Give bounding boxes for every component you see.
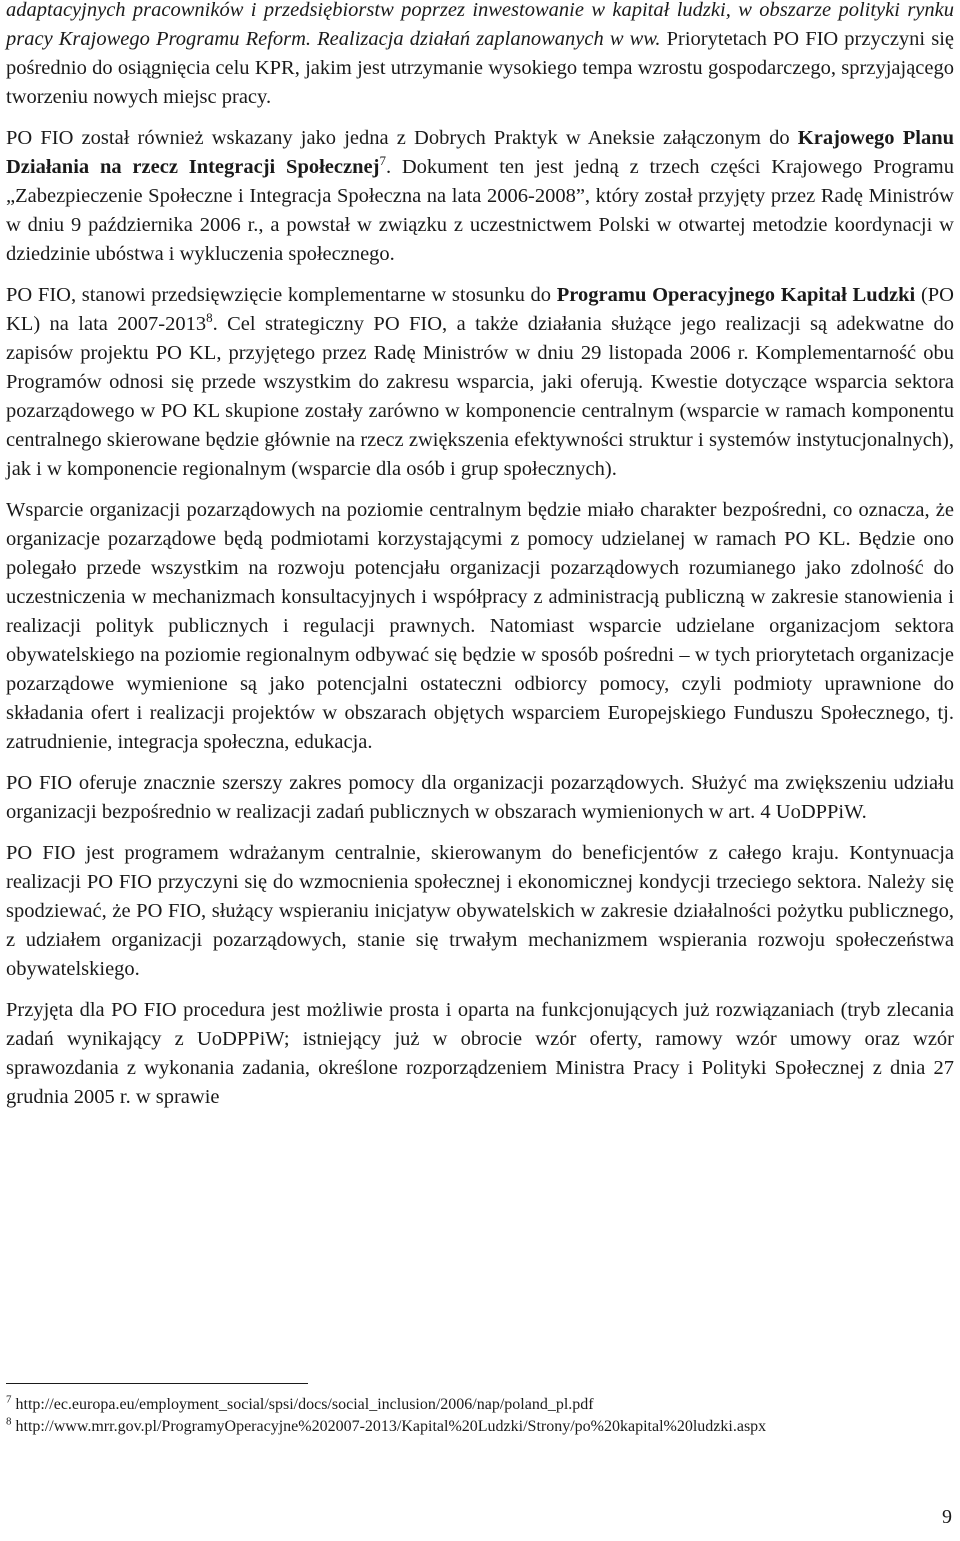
paragraph-2-text-a: PO FIO został również wskazany jako jedna z Dobrych Praktyk w Aneksie załączonym do (6, 127, 798, 149)
footnote-link[interactable]: http://ec.europa.eu/employment_social/spsi/docs/social_inclusion/2006/nap/poland_pl.pdf (11, 1396, 594, 1413)
paragraph-2-text-b: . Dokument ten jest jedną z trzech części Krajowego Programu „Zabezpieczenie Społeczne i Integracja Społeczna na lata 2006-2008”, który został przyjęty przez Radę Ministrów w dniu 9 października 2006 r., a powstał w związku z uczestnictwem Polski w otwartej metodzie koordynacji w dziedzinie ubóstwa i wykluczenia społecznego. (6, 156, 954, 265)
paragraph-4: Wsparcie organizacji pozarządowych na poziomie centralnym będzie miało charakter bezpośredni, co oznacza, że organizacje pozarządowe będą podmiotami korzystającymi z pomocy udzielanej w ramach PO KL. Będzie ono polegało przede wszystkim na rozwoju potencjału organizacji pozarządowych rozumianego jako zdolność do uczestniczenia w mechanizmach konsultacyjnych i współpracy z administracją publiczną w zakresie stanowienia i realizacji polityk publicznych i regulacji prawnych. Natomiast wsparcie udzielane organizacjom sektora obywatelskiego na poziomie regionalnym odbywać się będzie w sposób pośredni – w tych priorytetach organizacje pozarządowe wymienione są jako potencjalni ostateczni odbiorcy pomocy, czyli podmioty uprawnione do składania ofert i realizacji projektów w obszarach objętych wsparciem Europejskiego Funduszu Społecznego, tj. zatrudnienie, integracja społeczna, edukacja. (6, 499, 954, 753)
paragraph-3-bold: Programu Operacyjnego Kapitał Ludzki (556, 284, 916, 306)
footnote-ref-7[interactable]: 7 (379, 153, 386, 169)
footnote-8 (6, 1416, 954, 1438)
paragraph-3-text-a: PO FIO, stanowi przedsięwzięcie komplementarne w stosunku do (6, 284, 557, 306)
paragraph-3 (6, 281, 954, 484)
paragraph-6: PO FIO jest programem wdrażanym centralnie, skierowanym do beneficjentów z całego kraju. Kontynuacja realizacji PO FIO przyczyni się do wzmocnienia społecznej i ekonomicznej kondycji trzeciego sektora. Należy się spodziewać, że PO FIO, służący wspieraniu inicjatyw obywatelskich w zakresie działalności pożytku publicznego, z udziałem organizacji pozarządowych, stanie się trwałym mechanizmem wspierania rozwoju społeczeństwa obywatelskiego. (6, 842, 954, 980)
paragraph-3-text-c: . Cel strategiczny PO FIO, a także działania służące jego realizacji są adekwatne do zapisów projektu PO KL, przyjętego przez Radę Ministrów w dniu 29 listopada 2006 r. Komplementarność obu Programów odnosi się przede wszystkim do zakresu wsparcia, jaki oferują. Kwestie dotyczące wsparcia sektora pozarządowego w PO KL skupione zostały zarówno w komponencie centralnym (wsparcie w ramach komponentu centralnego skierowane będzie głównie na rzecz zwiększenia efektywności struktur i systemów instytucjonalnych), jak i w komponencie regionalnym (wsparcie dla osób i grup społecznych). (6, 313, 954, 480)
paragraph-2-bold: Krajowego Planu Działania na rzecz Integracji Społecznej (6, 127, 954, 178)
paragraph-2 (6, 124, 954, 269)
footnote-7 (6, 1394, 954, 1416)
document-page (6, 0, 954, 1541)
footnote-separator (6, 1383, 308, 1384)
footnote-number: 8 (6, 1415, 12, 1428)
paragraph-1-text: Priorytetach PO FIO przyczyni się pośrednio do osiągnięcia celu KPR, jakim jest utrzymanie wysokiego tempa wzrostu gospodarczego, sprzyjającego tworzeniu nowych miejsc pracy. (6, 28, 954, 108)
footnote-link[interactable]: http://www.mrr.gov.pl/ProgramyOperacyjne%202007-2013/Kapital%20Ludzki/Strony/po%20kapital%20ludzki.aspx (11, 1418, 767, 1435)
page-number: 9 (942, 1506, 952, 1528)
footnote-ref-8[interactable]: 8 (206, 310, 213, 326)
paragraph-3-text-b: (PO KL) na lata 2007-2013 (6, 284, 954, 335)
paragraph-1-italic: adaptacyjnych pracowników i przedsiębiorstw poprzez inwestowanie w kapitał ludzki, w obszarze polityki rynku pracy Krajowego Programu Reform. Realizacja działań zaplanowanych w ww. (6, 0, 954, 50)
paragraph-5: PO FIO oferuje znacznie szerszy zakres pomocy dla organizacji pozarządowych. Służyć ma zwiększeniu udziału organizacji bezpośrednio w realizacji zadań publicznych w obszarach wymienionych w art. 4 UoDPPiW. (6, 772, 954, 823)
paragraph-1 (6, 0, 954, 112)
footnote-number: 7 (6, 1393, 12, 1406)
paragraph-7: Przyjęta dla PO FIO procedura jest możliwie prosta i oparta na funkcjonujących już rozwiązaniach (tryb zlecania zadań wynikający z UoDPPiW; istniejący już w obrocie wzór oferty, ramowy wzór umowy oraz wzór sprawozdania z wykonania zadania, określone rozporządzeniem Ministra Pracy i Polityki Społecznej z dnia 27 grudnia 2005 r. w sprawie (6, 999, 954, 1108)
footnotes (6, 1394, 954, 1438)
